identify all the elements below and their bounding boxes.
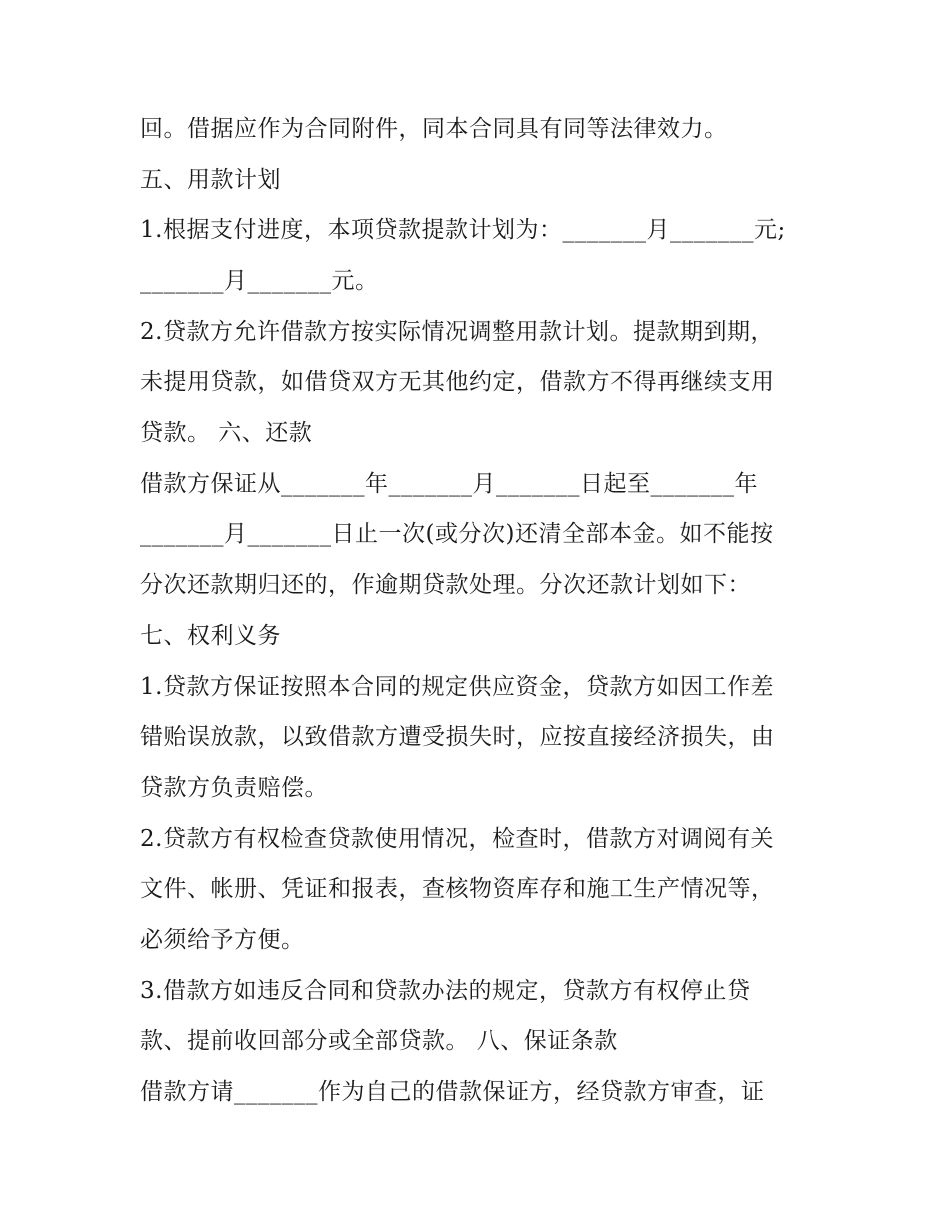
text-line: 贷款方负责赔偿。 xyxy=(140,775,328,801)
text-line: 必须给予方便。 xyxy=(140,927,305,953)
text-line: 款、提前收回部分或全部贷款。 八、保证条款 xyxy=(140,1028,618,1054)
text-line: 3.借款方如违反合同和贷款办法的规定，贷款方有权停止贷 xyxy=(140,978,751,1004)
text-line: 2.贷款方允许借款方按实际情况调整用款计划。提款期到期， xyxy=(140,319,774,345)
text-line: 1.贷款方保证按照本合同的规定供应资金，贷款方如因工作差 xyxy=(140,674,774,700)
section-heading-rights-obligations: 七、权利义务 xyxy=(140,623,281,649)
text-line: 1.根据支付进度，本项贷款提款计划为：_______月_______元; xyxy=(140,217,786,243)
text-line: 贷款。 六、还款 xyxy=(140,420,313,446)
text-line: _______月_______日止一次(或分次)还清全部本金。如不能按 xyxy=(140,521,774,547)
text-line: 回。借据应作为合同附件，同本合同具有同等法律效力。 xyxy=(140,116,728,142)
text-line: 借款方请_______作为自己的借款保证方，经贷款方审查，证 xyxy=(140,1079,765,1105)
text-line: 未提用贷款，如借贷双方无其他约定，借款方不得再继续支用 xyxy=(140,369,775,395)
text-line: 2.贷款方有权检查贷款使用情况，检查时，借款方对调阅有关 xyxy=(140,826,774,852)
text-line: 文件、帐册、凭证和报表，查核物资库存和施工生产情况等， xyxy=(140,876,775,902)
text-line: _______月_______元。 xyxy=(140,268,379,294)
text-line: 错贻误放款，以致借款方遭受损失时，应按直接经济损失，由 xyxy=(140,724,775,750)
text-line: 分次还款期归还的，作逾期贷款处理。分次还款计划如下： xyxy=(140,572,751,598)
text-line: 借款方保证从_______年_______月_______日起至_______年 xyxy=(140,471,758,497)
section-heading-usage-plan: 五、用款计划 xyxy=(140,167,281,193)
